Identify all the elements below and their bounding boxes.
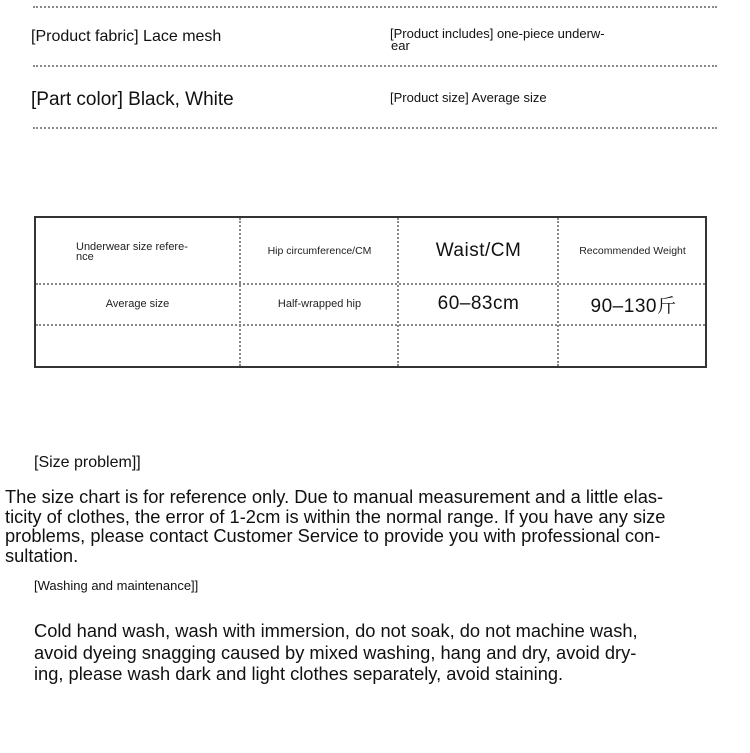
header-hip: Hip circumference/CM — [267, 244, 372, 257]
washing-line: ing, please wash dark and light clothes separately, avoid staining. — [34, 663, 564, 684]
column-divider — [239, 218, 241, 366]
cell-weight: 90–130斤 — [590, 295, 677, 317]
header-waist: Waist/CM — [435, 239, 522, 261]
size-problem-line: sultation. — [5, 544, 79, 566]
size-problem-line: ticity of clothes, the error of 1-2cm is within the normal range. If you have any size — [5, 505, 666, 527]
size-problem-heading: [Size problem]] — [34, 454, 141, 471]
divider — [33, 65, 717, 67]
product-includes-line: ear — [391, 38, 410, 53]
divider — [33, 127, 717, 129]
product-includes — [390, 28, 605, 52]
size-problem-text — [5, 487, 745, 565]
header-weight: Recommended Weight — [579, 244, 686, 257]
part-color: [Part color] Black, White — [31, 89, 234, 110]
size-problem-line: problems, please contact Customer Service to provide you with professional con- — [5, 525, 661, 546]
cell-hip: Half-wrapped hip — [277, 298, 362, 310]
header-reference-line: Underwear size refere- — [76, 241, 188, 253]
header-reference — [76, 242, 188, 262]
row-divider — [36, 324, 705, 326]
divider — [33, 6, 717, 8]
cell-waist: 60–83cm — [437, 293, 520, 314]
washing-heading: [Washing and maintenance]] — [34, 578, 199, 593]
column-divider — [397, 218, 399, 366]
cell-reference: Average size — [105, 298, 170, 310]
washing-text — [34, 620, 734, 685]
washing-line: Cold hand wash, wash with immersion, do not soak, do not machine wash, — [34, 620, 638, 641]
product-fabric: [Product fabric] Lace mesh — [31, 28, 222, 45]
header-reference-line: nce — [76, 251, 94, 263]
washing-line: avoid dyeing snagging caused by mixed washing, hang and dry, avoid dry- — [34, 641, 637, 663]
product-size: [Product size] Average size — [390, 90, 547, 105]
size-problem-line: The size chart is for reference only. Due to manual measurement and a little elas- — [5, 486, 664, 507]
product-includes-line: [Product includes] one-piece underw- — [390, 26, 605, 41]
column-divider — [557, 218, 559, 366]
